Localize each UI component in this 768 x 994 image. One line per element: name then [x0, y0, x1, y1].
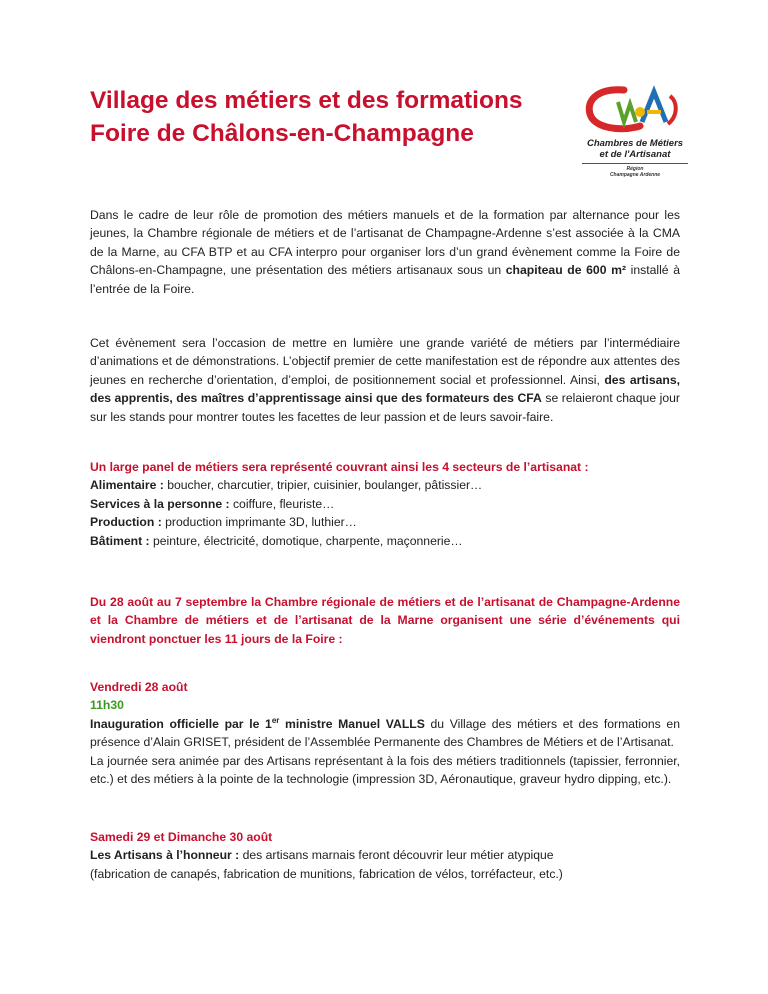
cma-logo-mark [580, 82, 690, 136]
sectors-panel [90, 458, 680, 550]
logo-region-line-1: Région [626, 166, 644, 172]
sector-line [90, 532, 680, 550]
weekend-date: Samedi 29 et Dimanche 30 août [90, 830, 273, 844]
friday-time: 11h30 [90, 698, 124, 713]
sector-line [90, 495, 680, 513]
title-line-2: Foire de Châlons-en-Champagne [90, 120, 474, 147]
inauguration-bold-b: ministre Manuel VALLS [279, 716, 425, 731]
logo-divider [582, 163, 688, 164]
cma-logo [580, 82, 690, 192]
intro-paragraph [90, 206, 680, 298]
logo-name-line-2: et de l'Artisanat [599, 149, 671, 160]
logo-letters: CMA [635, 112, 638, 113]
sector-label: Services à la personne : [90, 496, 230, 511]
friday-section [90, 678, 680, 788]
friday-day-text: La journée sera animée par des Artisans représentant à la fois des métiers traditionnels (tapissier, ferronnier, etc.) et des métiers à la pointe de la technologie (impression 3D, Aéronautique, graveur hydro dipping, etc.). [90, 753, 680, 787]
event-bold: des artisans, des apprentis, des maîtres d’apprentissage ainsi que des formateurs des CFA [90, 372, 680, 406]
weekend-section [90, 828, 680, 883]
event-text-b: se relaieront chaque jour sur les stands pour montrer toutes les facettes de leur passion et de leurs savoir-faire. [90, 391, 680, 424]
friday-date: Vendredi 28 août [90, 680, 188, 694]
sector-line [90, 513, 680, 531]
dates-paragraph: Du 28 août au 7 septembre la Chambre régionale de métiers et de l’artisanat de Champagne-Ardenne et la Chambre de métiers et de l’artisanat de la Marne organisent une série d’événements qui viendront ponctuer les 11 jours de la Foire : [90, 595, 680, 646]
sector-label: Alimentaire : [90, 478, 164, 493]
sectors-heading: Un large panel de métiers sera représenté couvrant ainsi les 4 secteurs de l’artisanat : [90, 460, 589, 474]
intro-bold: chapiteau de 600 m² [505, 263, 626, 278]
weekend-line-1 [90, 846, 680, 864]
weekend-label: Les Artisans à l’honneur : [90, 848, 240, 863]
sector-items: coiffure, fleuriste… [229, 496, 335, 511]
logo-region [580, 166, 690, 178]
logo-name [580, 138, 690, 160]
intro-text-b: installé à l’entrée de la Foire. [90, 263, 680, 296]
friday-inauguration [90, 715, 680, 752]
logo-name-line-1: Chambres de Métiers [586, 138, 684, 149]
weekend-text-1: des artisans marnais feront découvrir leur métier atypique [239, 848, 554, 863]
sector-line [90, 476, 680, 494]
weekend-text-2: (fabrication de canapés, fabrication de munitions, fabrication de vélos, torréfacteur, etc.) [90, 866, 563, 881]
inauguration-rest: du Village des métiers et des formations en présence d’Alain GRISET, président de l’Assemblée Permanente des Chambres de Métiers et de l’Artisanat. [90, 716, 680, 750]
event-text-a: Cet évènement sera l’occasion de mettre en lumière une grande variété de métiers par l’intermédiaire d’animations et de démonstrations. L’objectif premier de cette manifestation est de répondre aux attentes des jeunes en recherche d’orientation, d’emploi, de positionnement social et professionnel. Ainsi, [90, 336, 680, 387]
logo-region-line-2: Champagne Ardenne [609, 172, 661, 178]
sector-items: boucher, charcutier, tripier, cuisinier, boulanger, pâtissier… [163, 478, 483, 493]
sector-items: peinture, électricité, domotique, charpente, maçonnerie… [149, 533, 463, 548]
sector-label: Production : [90, 515, 162, 530]
event-paragraph [90, 334, 680, 426]
inauguration-bold-a: Inauguration officielle par le 1 [90, 716, 272, 731]
document-title [90, 84, 560, 150]
title-line-1: Village des métiers et des formations [90, 87, 523, 114]
intro-text-a: Dans le cadre de leur rôle de promotion des métiers manuels et de la formation par alternance pour les jeunes, la Chambre régionale de métiers et de l’artisanat de Champagne-Ardenne s’est associée à la CMA de la Marne, au CFA BTP et au CFA interpro pour organiser lors d’un grand évènement comme la Foire de Châlons-en-Champagne, une présentation des métiers artisanaux sous un [90, 208, 680, 278]
sector-items: production imprimante 3D, luthier… [161, 515, 357, 530]
inauguration-sup: er [271, 715, 280, 725]
sector-label: Bâtiment : [90, 533, 150, 548]
